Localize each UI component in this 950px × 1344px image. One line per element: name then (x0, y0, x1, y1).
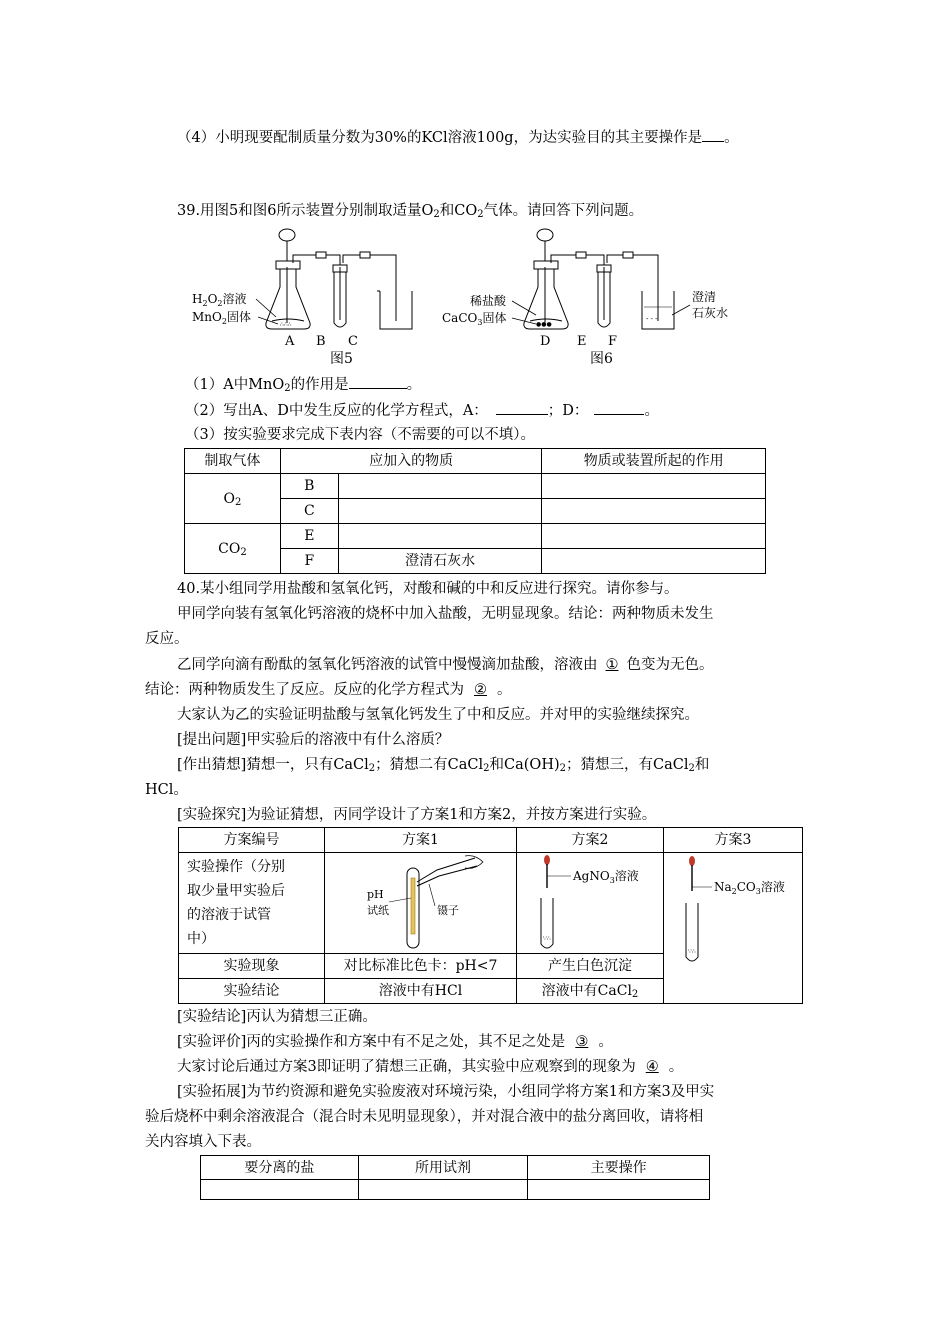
table-cell[interactable] (338, 474, 542, 499)
table-cell[interactable] (542, 549, 766, 574)
svg-text:石灰水: 石灰水 (692, 306, 729, 320)
svg-text:C: C (348, 334, 358, 349)
svg-text:B: B (316, 334, 326, 349)
scheme2-diagram (517, 853, 664, 954)
blank-2[interactable]: ② (474, 682, 487, 698)
svg-text:∵∴: ∵∴ (687, 948, 696, 955)
answer-blank[interactable] (594, 400, 644, 415)
gas-o2: $O_2$ (185, 474, 281, 524)
table-header: 制取气体 (185, 449, 281, 474)
scheme3-diagram (663, 853, 802, 1004)
q40-scheme-table: 方案编号 方案1 方案2 方案3 实验操作（分别 取少量甲实验后 的溶液于试管 中） pH 试纸 镊子 AgNO$_3$溶液 ∵∴ $Na_2CO_3$溶液 ∵∴ 实验现象 对比标准比色卡：pH<7 产生白色沉淀 实验结论 溶液中有HCl 溶液中有CaCl$_2$ (178, 827, 803, 1004)
svg-text:稀盐酸: 稀盐酸 (470, 294, 507, 308)
svg-text:图5: 图5 (330, 351, 353, 367)
q39-intro: 39.用图5和图6所示装置分别制取适量$O_2$和$CO_2$气体。请回答下列问题。 (177, 203, 644, 220)
svg-text:D: D (540, 334, 551, 349)
q39-question-1: （1）A中MnO$_2$的作用是 。 (185, 374, 421, 395)
svg-text:●●●: ●●● (536, 321, 552, 328)
svg-text:∵∴: ∵∴ (543, 934, 551, 942)
answer-blank[interactable] (349, 374, 407, 389)
blank-1[interactable]: ① (605, 657, 619, 673)
svg-text:- - -: - - - (646, 315, 658, 323)
table-cell[interactable] (338, 499, 542, 524)
separation-table: 要分离的盐 所用试剂 主要操作 (200, 1155, 710, 1200)
svg-text:MnO2固体: MnO$_2$固体 (192, 310, 251, 326)
q40-intro: 40.某小组同学用盐酸和氢氧化钙，对酸和碱的中和反应进行探究。请你参与。 (177, 581, 679, 597)
table-cell[interactable] (542, 474, 766, 499)
svg-text:镊子: 镊子 (437, 903, 460, 917)
scheme1-diagram (325, 853, 517, 954)
svg-text:A: A (285, 334, 295, 349)
gas-co2: $CO_2$ (185, 524, 281, 574)
table-cell[interactable] (358, 1180, 528, 1200)
figure-5-apparatus (190, 225, 430, 370)
table-cell[interactable] (338, 524, 542, 549)
answer-blank[interactable] (702, 127, 724, 142)
svg-text:∴∴∴: ∴∴∴ (280, 321, 292, 328)
blank-3[interactable]: ③ (575, 1034, 589, 1050)
blank-4[interactable]: ④ (645, 1059, 659, 1075)
table-cell[interactable] (542, 524, 766, 549)
answer-blank[interactable] (496, 400, 548, 415)
svg-text:H2O2溶液: $H_2O_2$溶液 (192, 292, 247, 308)
table-cell[interactable] (528, 1180, 710, 1200)
svg-text:澄清: 澄清 (692, 290, 717, 304)
table-header: 物质或装置所起的作用 (542, 449, 766, 474)
q38-part4: （4）小明现要配制质量分数为30%的KCl溶液100g，为达实验目的其主要操作是 。 (177, 127, 739, 148)
q39-table: 制取气体 应加入的物质 物质或装置所起的作用 $O_2$ B C $CO_2$ E F 澄清石灰水 (184, 448, 766, 574)
svg-text:pH: pH (367, 887, 384, 901)
svg-text:试纸: 试纸 (367, 903, 390, 917)
svg-text:E: E (577, 334, 587, 349)
svg-text:Na2CO3溶液: $Na_2CO_3$溶液 (713, 880, 785, 896)
table-cell[interactable] (542, 499, 766, 524)
op-label: 实验操作（分别 取少量甲实验后 的溶液于试管 中） (179, 853, 325, 954)
table-cell[interactable] (201, 1180, 359, 1200)
q39-question-3: （3）按实验要求完成下表内容（不需要的可以不填）。 (185, 427, 535, 443)
svg-text:AgNO3溶液: AgNO$_3$溶液 (573, 868, 639, 885)
table-header: 应加入的物质 (280, 449, 542, 474)
svg-text:图6: 图6 (590, 351, 613, 367)
q39-question-2: （2）写出A、D中发生反应的化学方程式，A： ；D： 。 (185, 400, 659, 421)
svg-text:F: F (608, 334, 618, 349)
figure-6-apparatus (440, 225, 740, 370)
svg-text:CaCO3固体: CaCO$_3$固体 (442, 311, 507, 327)
